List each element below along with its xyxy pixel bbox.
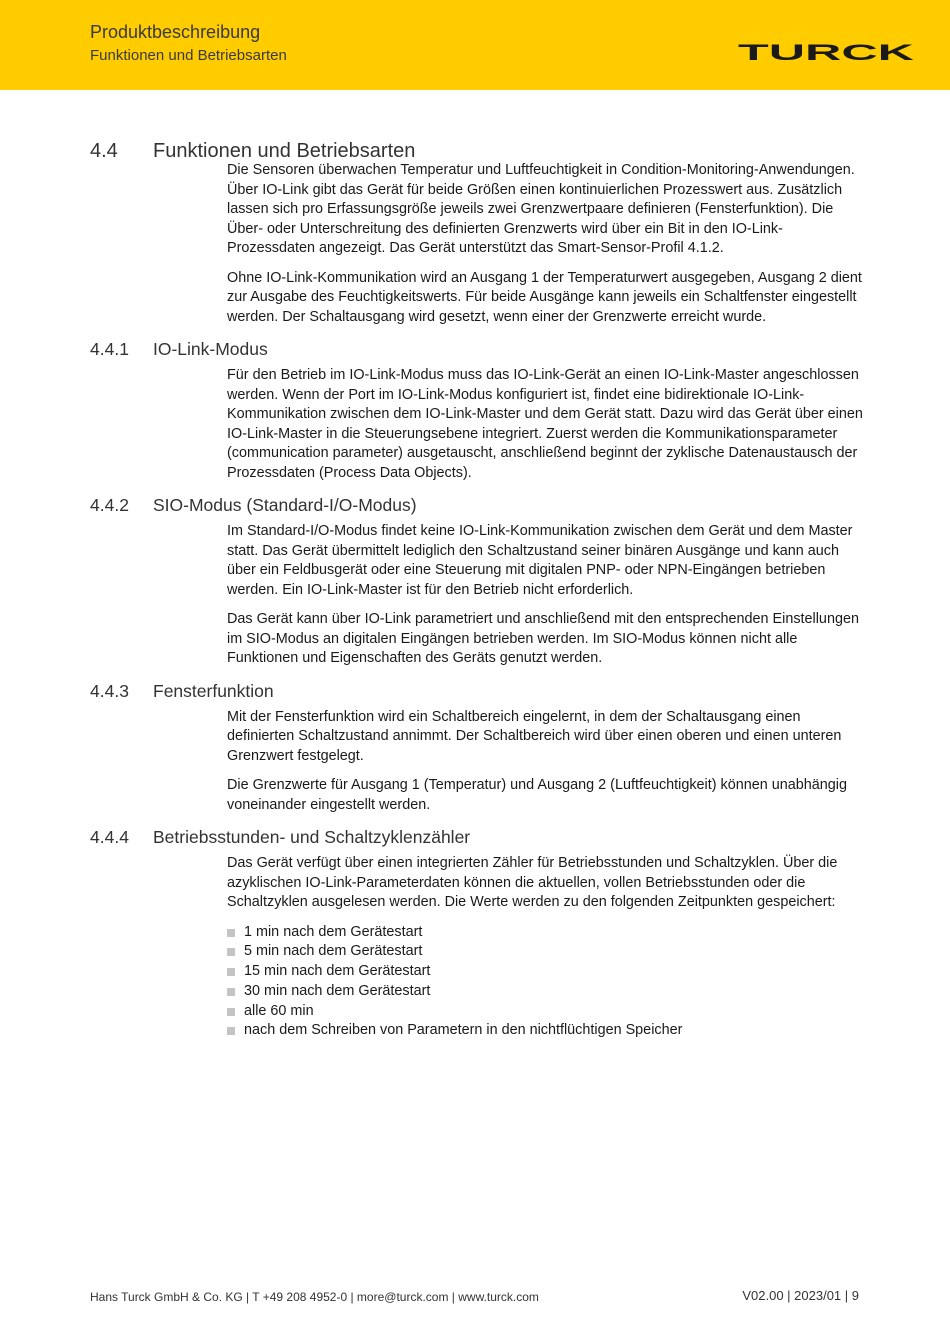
page-header	[0, 0, 950, 90]
footer-company: Hans Turck GmbH & Co. KG | T +49 208 4952-0 | more@turck.com | www.turck.com	[90, 1290, 539, 1304]
section-title: SIO-Modus (Standard-I/O-Modus)	[153, 495, 417, 515]
section-4-4-1	[90, 339, 870, 483]
list-item: alle 60 min	[227, 1002, 864, 1022]
bullet-square-icon	[227, 1008, 235, 1016]
section-heading	[90, 495, 870, 516]
paragraph: Ohne IO-Link-Kommunikation wird an Ausgang 1 der Temperaturwert ausgegeben, Ausgang 2 dient zur Ausgabe des Feuchtigkeitswerts. Für beide Ausgänge kann jeweils ein Schaltfenster eingestellt werden. Der Schaltausgang wird gesetzt, wenn einer der Grenzwerte erreicht wurde.	[227, 269, 862, 325]
section-number: 4.4.4	[90, 827, 129, 847]
section-title: Funktionen und Betriebsarten	[153, 140, 416, 162]
header-subtitle: Funktionen und Betriebsarten	[90, 47, 287, 64]
paragraph: Für den Betrieb im IO-Link-Modus muss das IO-Link-Gerät an einen IO-Link-Master angeschlossen werden. Wenn der Port im IO-Link-Modus konfiguriert ist, findet eine bidirektionale IO-Link-Kommunikation zwischen dem IO-Link-Master und dem Gerät statt. Dazu wird das Gerät über einen IO-Link-Master in die Steuerungsebene integriert. Zuerst werden die Kommunikationsparameter (communication parameter) ausgetauscht, anschließend beginnt der zyklische Datenaustausch der Prozessdaten (Process Data Objects).	[227, 367, 863, 481]
bullet-square-icon	[227, 929, 235, 937]
main-content	[90, 140, 870, 1053]
paragraph: Das Gerät verfügt über einen integrierten Zähler für Betriebsstunden und Schaltzyklen. Über die azyklischen IO-Link-Parameterdaten können die aktuellen, vollen Betriebsstunden oder die Schaltzyklen ausgelesen werden. Die Werte werden zu den folgenden Zeitpunkten gespeichert:	[227, 855, 838, 910]
list-item: 30 min nach dem Gerätestart	[227, 982, 864, 1002]
bullet-square-icon	[227, 1027, 235, 1035]
paragraph: Das Gerät kann über IO-Link parametriert und anschließend mit den entsprechenden Einstellungen im SIO-Modus an digitalen Eingängen betrieben werden. Im SIO-Modus können nicht alle Funktionen und Eigenschaften des Geräts genutzt werden.	[227, 611, 859, 666]
section-heading	[90, 140, 870, 163]
section-title: Betriebsstunden- und Schaltzyklenzähler	[153, 827, 471, 847]
section-number: 4.4.3	[90, 680, 129, 701]
header-title: Produktbeschreibung	[90, 22, 261, 42]
bullet-list	[227, 923, 864, 1042]
logo-wordmark: TURCK	[738, 43, 914, 63]
paragraph: Mit der Fensterfunktion wird ein Schaltbereich eingelernt, in dem der Schaltausgang einen definierten Schaltzustand annimmt. Der Schaltbereich wird über einen oberen und einen unteren Grenzwert festgelegt.	[227, 708, 842, 764]
section-number: 4.4.1	[90, 339, 129, 359]
section-title: Fensterfunktion	[153, 680, 274, 701]
list-item: 15 min nach dem Gerätestart	[227, 962, 864, 982]
section-heading	[90, 827, 870, 848]
list-item: 5 min nach dem Gerätestart	[227, 942, 864, 962]
section-heading	[90, 681, 870, 702]
paragraph: Im Standard-I/O-Modus findet keine IO-Link-Kommunikation zwischen dem Gerät und dem Master statt. Das Gerät übermittelt lediglich den Schaltzustand seiner binären Ausgänge und kann auch über ein Feldbusgerät oder eine Steuerung mit digitalen PNP- oder NPN-Eingängen betrieben werden. Ein IO-Link-Master ist für den Betrieb nicht erforderlich.	[227, 523, 853, 598]
section-number: 4.4.2	[90, 495, 129, 515]
section-4-4	[90, 140, 870, 327]
list-item: 1 min nach dem Gerätestart	[227, 923, 864, 943]
section-4-4-2	[90, 495, 870, 669]
section-number: 4.4	[90, 140, 118, 162]
section-4-4-3	[90, 681, 870, 816]
section-4-4-4	[90, 827, 870, 1041]
list-item: nach dem Schreiben von Parametern in den nichtflüchtigen Speicher	[227, 1021, 864, 1041]
footer-version: V02.00 | 2023/01 | 9	[742, 1288, 859, 1303]
paragraph: Die Sensoren überwachen Temperatur und Luftfeuchtigkeit in Condition-Monitoring-Anwendungen. Über IO-Link gibt das Gerät für beide Größen einen kontinuierlichen Prozesswert aus. Zusätzlich lassen sich pro Erfassungsgröße jeweils zwei Grenzwertpaare definieren (Fensterfunktion). Die Über- oder Unterschreitung des definierten Grenzwerts wird über ein Bit in den IO-Link-Prozessdaten angezeigt. Das Gerät unterstützt das Smart-Sensor-Profil 4.1.2.	[227, 162, 855, 256]
section-heading	[90, 339, 870, 360]
paragraph: Die Grenzwerte für Ausgang 1 (Temperatur) und Ausgang 2 (Luftfeuchtigkeit) können unabhängig voneinander eingestellt werden.	[227, 777, 847, 813]
bullet-square-icon	[227, 988, 235, 996]
bullet-square-icon	[227, 968, 235, 976]
section-title: IO-Link-Modus	[153, 339, 268, 359]
bullet-square-icon	[227, 948, 235, 956]
turck-logo	[738, 43, 914, 63]
